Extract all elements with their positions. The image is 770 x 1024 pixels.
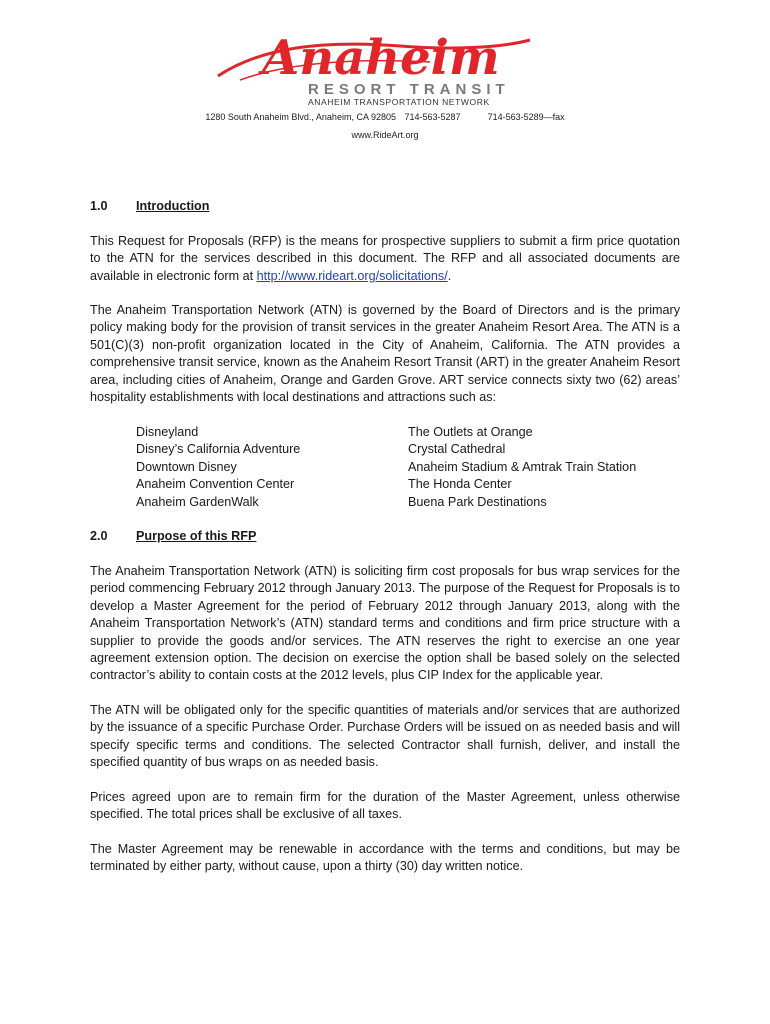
svg-text:ANAHEIM TRANSPORTATION NETWORK: ANAHEIM TRANSPORTATION NETWORK [308,97,490,107]
intro-paragraph-2: The Anaheim Transportation Network (ATN) is governed by the Board of Directors and is the primary policy making body for the provision of transit services in the greater Anaheim Resort Area. The ATN is a 501(C)(3) non-profit organization located in the City of Anaheim, California. The ATN provides a comprehensive transit service, known as the Anaheim Resort Transit (ART) in the greater Anaheim Resort area, including cities of Anaheim, Orange and Garden Grove. ART service connects sixty two (62) areas’ hospitality establishments with local destinations and attractions such as: [90,303,680,405]
anaheim-resort-transit-logo [200,18,540,108]
section-number: 1.0 [90,199,108,213]
solicitations-link[interactable]: http://www.rideart.org/solicitations/ [256,268,448,283]
destination-item: Buena Park Destinations [408,494,547,509]
letterhead-website: www.RideArt.org [351,130,419,140]
section-title: Introduction [136,199,210,213]
intro-paragraph-1-end: . [447,268,452,283]
section-number: 2.0 [90,529,108,543]
destinations-left-list [136,424,300,511]
destination-item: Anaheim Stadium & Amtrak Train Station [408,459,637,474]
svg-text:RESORT TRANSIT: RESORT TRANSIT [308,81,510,98]
purpose-paragraph-4: The Master Agreement may be renewable in accordance with the terms and conditions, but may be terminated by either party, without cause, upon a thirty (30) day written notice. [90,842,680,874]
destination-item: Anaheim GardenWalk [136,494,259,509]
purpose-paragraph-3: Prices agreed upon are to remain firm for the duration of the Master Agreement, unless otherwise specified. The total prices shall be exclusive of all taxes. [90,790,680,822]
purpose-paragraph-2: The ATN will be obligated only for the specific quantities of materials and/or services that are authorized by the issuance of a specific Purchase Order. Purchase Orders will be issued on as needed basis and will specify specific terms and conditions. The selected Contractor shall furnish, deliver, and install the specified quantity of bus wraps on as needed basis. [90,703,680,770]
letterhead-address-line [0,112,770,122]
intro-paragraph-1 [90,233,680,285]
destination-item: Anaheim Convention Center [136,477,295,492]
destination-item: The Outlets at Orange [408,425,533,439]
destination-item: Crystal Cathedral [408,442,506,457]
phone-text: 714-563-5287 [404,112,461,122]
destination-item: The Honda Center [408,477,512,492]
fax-text: 714-563-5289—fax [487,112,565,122]
destination-item: Disneyland [136,425,199,439]
destination-item: Disney’s California Adventure [136,442,301,457]
svg-text:Anaheim: Anaheim [262,30,500,86]
destination-item: Downtown Disney [136,459,237,474]
section-heading-introduction [90,199,209,213]
address-text: 1280 South Anaheim Blvd., Anaheim, CA 92805 [205,112,396,122]
section-title: Purpose of this RFP [136,529,257,543]
destinations-right-list [408,424,636,511]
purpose-paragraph-1: The Anaheim Transportation Network (ATN) is soliciting firm cost proposals for bus wrap services for the period commencing February 2012 through January 2013. The purpose of the Request for Proposals is to develop a Master Agreement for the period of February 2012 through January 2013, along with the Anaheim Transportation Network’s (ATN) standard terms and conditions and firm price structure with a supplier to provide the goods and/or services. The ATN reserves the right to exercise an one year agreement extension option. The decision on exercise the option shall be based solely on the selected contractor’s ability to contain costs at the 2012 levels, plus CIP Index for the applicable year. [90,564,680,683]
intro-paragraph-1-text: This Request for Proposals (RFP) is the means for prospective suppliers to submit a firm price quotation to the ATN for the services described in this document. The RFP and all associated documents are available in electronic form at [90,234,680,283]
section-heading-purpose [90,529,256,543]
